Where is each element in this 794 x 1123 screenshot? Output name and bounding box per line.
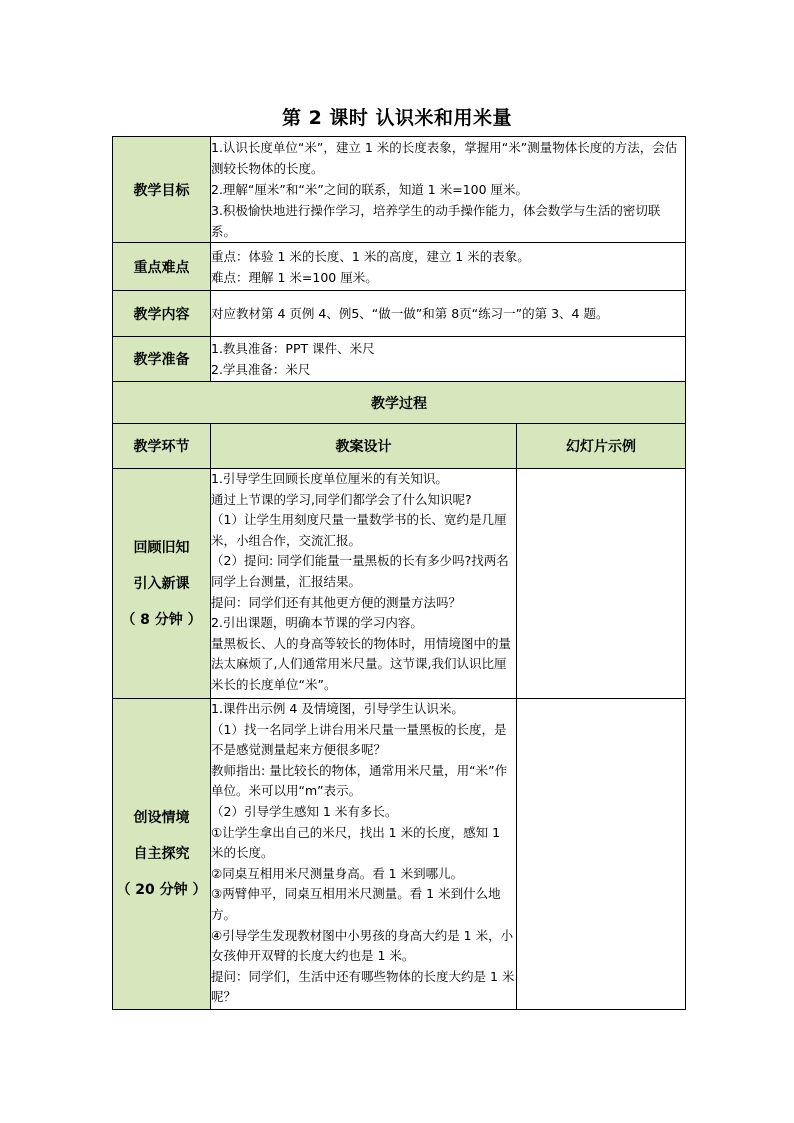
goals-line: 1.认识长度单位“米”，建立 1 米的长度表象，掌握用“米”测量物体长度的方法，会估测较长物体的长度。 xyxy=(211,140,678,176)
stage-name-line: 引入新课 xyxy=(133,575,190,592)
prep-line: 2.学具准备：米尺 xyxy=(211,362,311,377)
key-line: 难点：理解 1 米=100 厘米。 xyxy=(211,269,378,285)
design-line: 教师指出: 量比较长的物体，通常用米尺量，用“米”作单位。米可以用“m”表示。 xyxy=(211,762,508,799)
row-goals xyxy=(113,137,686,243)
stage-name-line: 自主探究 xyxy=(133,846,190,862)
stage-row xyxy=(113,469,686,699)
design-line: ②同桌互相用米尺测量身高。看 1 米到哪儿。 xyxy=(211,865,464,881)
prep-label: 教学准备 xyxy=(113,337,211,382)
row-content xyxy=(113,291,686,337)
content-content xyxy=(211,291,686,337)
stage-name-cell xyxy=(113,699,211,1010)
stage-row xyxy=(113,699,686,1010)
row-key-points xyxy=(113,243,686,291)
prep-content xyxy=(211,337,686,382)
stage-name-line: 创设情境 xyxy=(133,810,190,826)
key-line: 重点：体验 1 米的长度、1 米的高度，建立 1 米的表象。 xyxy=(211,248,530,264)
design-line: （1）让学生用刻度尺量一量数学书的长、宽约是几厘米，小组合作，交流汇报。 xyxy=(211,512,507,548)
goals-line: 2.理解“厘米”和“米”之间的联系，知道 1 米=100 厘米。 xyxy=(211,182,529,197)
content-line: 对应教材第 4 页例 4、例5、“做一做”和第 8页“练习一”的第 3、4 题。 xyxy=(211,306,609,321)
row-process-band xyxy=(113,382,686,424)
stage-slide-cell xyxy=(517,469,686,699)
content-label: 教学内容 xyxy=(113,291,211,337)
row-headers xyxy=(113,424,686,469)
lesson-plan-table xyxy=(112,136,686,1010)
design-line: 2.引出课题，明确本节课的学习内容。 xyxy=(211,615,423,631)
design-line: 通过上节课的学习,同学们都学会了什么知识呢? xyxy=(211,491,472,507)
stage-slide-cell xyxy=(517,699,686,1010)
design-line: （1）找一名同学上讲台用米尺量一量黑板的长度，是不是感觉测量起来方便很多呢？ xyxy=(211,721,507,758)
design-line: ①让学生拿出自己的米尺，找出 1 米的长度，感知 1 米的长度。 xyxy=(211,824,501,861)
key-content xyxy=(211,243,686,291)
stage-name-line: 回顾旧知 xyxy=(133,539,190,556)
process-band: 教学过程 xyxy=(113,382,686,424)
design-line: ④引导学生发现教材图中小男孩的身高大约是 1 米，小女孩伸开双臂的长度大约也是 1 米。 xyxy=(211,927,514,964)
page-title: 第 2 课时 认识米和用米量 xyxy=(281,107,513,129)
prep-line: 1.教具准备：PPT 课件、米尺 xyxy=(211,341,375,356)
design-line: 1.引导学生回顾长度单位厘米的有关知识。 xyxy=(211,471,448,486)
design-line: （2）引导学生感知 1 米有多长。 xyxy=(211,803,398,819)
design-line: 提问：同学们还有其他更方便的测量方法吗？ xyxy=(211,594,462,610)
goals-content xyxy=(211,137,686,243)
goals-line: 3.积极愉快地进行操作学习，培养学生的动手操作能力，体会数学与生活的密切联系。 xyxy=(211,203,661,239)
stage-design-cell xyxy=(211,469,517,699)
header-design: 教案设计 xyxy=(211,424,517,469)
header-slides: 幻灯片示例 xyxy=(517,424,686,469)
stage-duration: （ 8 分钟 ） xyxy=(121,611,202,628)
design-line: 提问：同学们，生活中还有哪些物体的长度大约是 1 米呢？ xyxy=(211,968,515,1005)
stage-name-cell xyxy=(113,469,211,699)
row-prep xyxy=(113,337,686,382)
design-line: ③两臂伸平，同桌互相用米尺测量。看 1 米到什么地方。 xyxy=(211,886,501,922)
stage-design-cell xyxy=(211,699,517,1010)
design-line: （2）提问: 同学们能量一量黑板的长有多少吗?找两名同学上台测量，汇报结果。 xyxy=(211,553,509,589)
design-line: 1.课件出示例 4 及情境图，引导学生认识米。 xyxy=(211,701,464,716)
key-label: 重点难点 xyxy=(113,243,211,291)
stage-duration: （ 20 分钟 ） xyxy=(116,882,207,898)
goals-label: 教学目标 xyxy=(113,137,211,243)
design-line: 量黑板长、人的身高等较长的物体时，用情境图中的量法太麻烦了,人们通常用米尺量。这节课,我们认识比厘米长的长度单位“米”。 xyxy=(211,635,512,692)
header-stage: 教学环节 xyxy=(113,424,211,469)
